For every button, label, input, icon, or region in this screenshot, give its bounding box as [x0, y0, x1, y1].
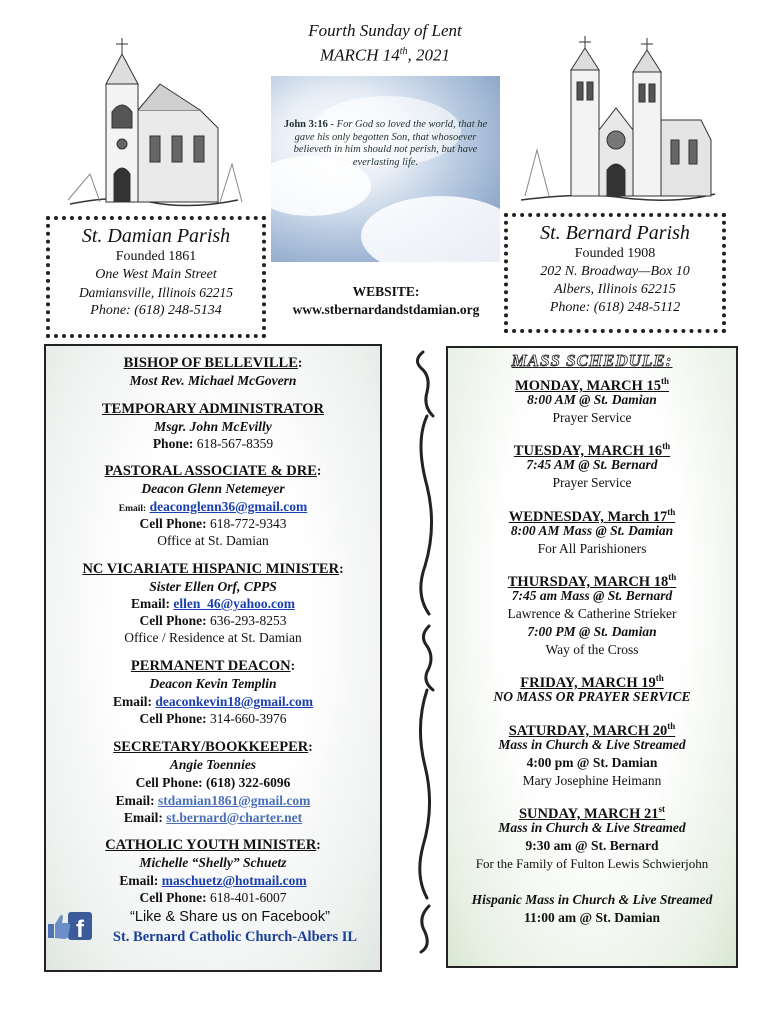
svg-text:f: f: [76, 916, 84, 942]
bulletin-date-header: [270, 20, 500, 66]
sunday-title: Fourth Sunday of Lent: [308, 21, 462, 40]
st-damian-title: St. Damian Parish: [81, 225, 231, 247]
saturday-subtitle: Mass in Church & Live Streamed: [498, 737, 686, 752]
st-damian-city: Damiansville, Illinois 62215: [78, 285, 234, 300]
day-text: FRIDAY, MARCH 19: [520, 674, 656, 691]
st-bernard-parish-box: [504, 213, 726, 333]
day-text: SATURDAY, MARCH 20: [508, 722, 668, 739]
wednesday-note: For All Parishioners: [537, 541, 647, 556]
hispanic-heading-text: NC VICARIATE HISPANIC MINISTER: [82, 561, 340, 577]
decorative-scroll-divider: [405, 346, 445, 958]
monday-note: Prayer Service: [552, 410, 632, 425]
phone-value: 618-567-8359: [196, 436, 274, 451]
day-suffix: st: [658, 804, 665, 814]
website-block: [272, 283, 500, 319]
bible-verse-text: [281, 119, 490, 169]
day-text: SUNDAY, MARCH 21: [518, 805, 659, 822]
heading-colon: :: [316, 463, 322, 478]
day-text: TUESDAY, MARCH 16: [513, 442, 663, 459]
administrator-heading-text: TEMPORARY ADMINISTRATOR: [102, 401, 324, 417]
heading-colon: :: [316, 837, 321, 852]
st-damian-address: One West Main Street: [95, 267, 217, 282]
heading-colon: :: [339, 561, 344, 576]
cell-label: Cell Phone:: [139, 711, 207, 726]
secretary-email-link-1[interactable]: stdamian1861@gmail.com: [157, 793, 311, 808]
facebook-tagline: “Like & Share us on Facebook”: [130, 909, 330, 925]
st-bernard-church-drawing: [515, 30, 720, 208]
date-year: , 2021: [407, 45, 451, 65]
verse-reference: John 3:16 -: [283, 119, 335, 130]
youth-email-link[interactable]: maschuetz@hotmail.com: [161, 873, 307, 888]
cell-value: 618-772-9343: [210, 516, 287, 531]
deacon-heading-text: PERMANENT DEACON: [130, 658, 291, 674]
cell-value: 314-660-3976: [210, 711, 287, 726]
tuesday-note: Prayer Service: [552, 475, 632, 490]
facebook-like-icon[interactable]: [46, 910, 94, 942]
email-label: Email:: [112, 694, 152, 709]
deacon-heading: [46, 657, 380, 675]
youth-minister-heading: [46, 836, 380, 854]
friday-note: NO MASS OR PRAYER SERVICE: [493, 689, 691, 704]
youth-minister-name: Michelle “Shelly” Schuetz: [139, 855, 287, 870]
sunday-subtitle: Mass in Church & Live Streamed: [498, 820, 686, 835]
hispanic-minister-heading: [46, 560, 380, 578]
pastoral-cell: [46, 515, 380, 532]
heading-colon: :: [290, 658, 296, 673]
st-bernard-founded: Founded 1908: [574, 246, 656, 261]
mass-schedule-title-text: MASS SCHEDULE:: [511, 351, 673, 370]
hispanic-minister-name: Sister Ellen Orf, CPPS: [149, 579, 277, 594]
day-text: MONDAY, MARCH 15: [515, 377, 661, 394]
cell-value: 618-401-6007: [210, 890, 287, 905]
saturday-time: 4:00 pm @ St. Damian: [526, 755, 658, 770]
st-bernard-title: St. Bernard Parish: [540, 222, 690, 244]
bishop-name: Most Rev. Michael McGovern: [129, 373, 297, 388]
john-316-verse-image: [271, 76, 500, 262]
deacon-name: Deacon Kevin Templin: [149, 676, 277, 691]
youth-heading-text: CATHOLIC YOUTH MINISTER: [105, 837, 317, 853]
day-suffix: th: [668, 572, 677, 582]
thursday-note-1: Lawrence & Catherine Strieker: [507, 606, 677, 621]
wednesday-time: 8:00 AM Mass @ St. Damian: [510, 523, 674, 538]
day-suffix: th: [660, 376, 669, 386]
st-damian-church-drawing: [60, 24, 245, 214]
email-label: Email:: [115, 793, 155, 808]
tuesday-time: 7:45 AM @ St. Bernard: [526, 457, 658, 472]
deacon-cell: [46, 710, 380, 727]
day-suffix: th: [662, 441, 671, 451]
youth-minister-email: [46, 872, 380, 889]
date-line: [270, 41, 500, 66]
phone-label: Phone:: [152, 436, 194, 451]
youth-minister-cell: [46, 889, 380, 906]
website-link[interactable]: www.stbernardandstdamian.org: [292, 302, 480, 317]
secretary-heading: [46, 738, 380, 756]
administrator-heading: [46, 400, 380, 418]
hispanic-email-link[interactable]: ellen_46@yahoo.com: [173, 596, 296, 611]
deacon-email: [46, 693, 380, 710]
email-label: Email:: [118, 504, 147, 514]
st-damian-parish-box: [46, 216, 266, 338]
cell-label: Cell Phone:: [139, 613, 207, 628]
bishop-heading: [46, 354, 380, 372]
hispanic-mass-time: 11:00 am @ St. Damian: [524, 910, 660, 925]
st-damian-phone: Phone: (618) 248-5134: [90, 303, 222, 318]
cloud-shape: [361, 196, 500, 262]
administrator-phone: [46, 435, 380, 452]
day-suffix: th: [667, 721, 676, 731]
date-suffix: th: [399, 46, 408, 57]
secretary-email-2: [46, 809, 380, 826]
email-label: Email:: [123, 810, 163, 825]
hispanic-mass-subtitle: Hispanic Mass in Church & Live Streamed: [471, 892, 713, 907]
pastoral-name: Deacon Glenn Netemeyer: [141, 481, 285, 496]
heading-colon: :: [297, 355, 303, 370]
heading-colon: :: [308, 739, 313, 754]
pastoral-email-link[interactable]: deaconglenn36@gmail.com: [149, 499, 308, 514]
verse-body: For God so loved the world, that he gave his only begotten Son, that whosoever believeth in him should not perish, but have everlasting life.: [293, 119, 488, 168]
date-month-day: MARCH 14: [319, 45, 400, 65]
administrator-name: Msgr. John McEvilly: [154, 419, 272, 434]
pastoral-office: Office at St. Damian: [157, 533, 269, 548]
monday-time: 8:00 AM @ St. Damian: [527, 392, 657, 407]
mass-schedule-title: [448, 352, 736, 370]
thursday-time-2: 7:00 PM @ St. Damian: [527, 624, 657, 639]
email-label: Email:: [119, 873, 159, 888]
day-suffix: th: [667, 507, 676, 517]
website-label: WEBSITE:: [352, 284, 420, 299]
facebook-page-name[interactable]: St. Bernard Catholic Church-Albers IL: [112, 929, 358, 945]
thursday-note-2: Way of the Cross: [545, 642, 639, 657]
hispanic-minister-email: [46, 595, 380, 612]
saturday-note: Mary Josephine Heimann: [522, 773, 662, 788]
st-bernard-phone: Phone: (618) 248-5112: [549, 300, 681, 315]
st-bernard-city: Albers, Illinois 62215: [554, 282, 676, 297]
cell-value: 636-293-8253: [210, 613, 287, 628]
day-text: THURSDAY, MARCH 18: [507, 573, 669, 590]
cell-label: Cell Phone:: [139, 516, 207, 531]
sunday-time: 9:30 am @ St. Bernard: [525, 838, 659, 853]
pastoral-heading-text: PASTORAL ASSOCIATE & DRE: [104, 463, 317, 479]
hispanic-minister-office: Office / Residence at St. Damian: [124, 630, 302, 645]
st-damian-founded: Founded 1861: [115, 249, 197, 264]
day-suffix: th: [655, 673, 664, 683]
st-bernard-address: 202 N. Broadway—Box 10: [540, 264, 690, 279]
pastoral-heading: [46, 462, 380, 480]
parish-staff-panel: [44, 344, 382, 972]
secretary-name: Angie Toennies: [169, 757, 257, 772]
secretary-email-1: [46, 792, 380, 809]
secretary-email-link-2[interactable]: st.bernard@charter.net: [166, 810, 303, 825]
cell-label: Cell Phone:: [139, 890, 207, 905]
deacon-email-link[interactable]: deaconkevin18@gmail.com: [155, 694, 314, 709]
hispanic-minister-cell: [46, 612, 380, 629]
thursday-time-1: 7:45 am Mass @ St. Bernard: [511, 588, 673, 603]
secretary-heading-text: SECRETARY/BOOKKEEPER: [113, 739, 309, 755]
secretary-cell: Cell Phone: (618) 322-6096: [135, 775, 291, 790]
mass-schedule-panel: [446, 346, 738, 968]
day-text: WEDNESDAY, March 17: [508, 508, 668, 525]
email-label: Email:: [130, 596, 170, 611]
sunday-note: For the Family of Fulton Lewis Schwierjohn: [475, 856, 709, 871]
bishop-heading-text: BISHOP OF BELLEVILLE: [123, 355, 298, 371]
